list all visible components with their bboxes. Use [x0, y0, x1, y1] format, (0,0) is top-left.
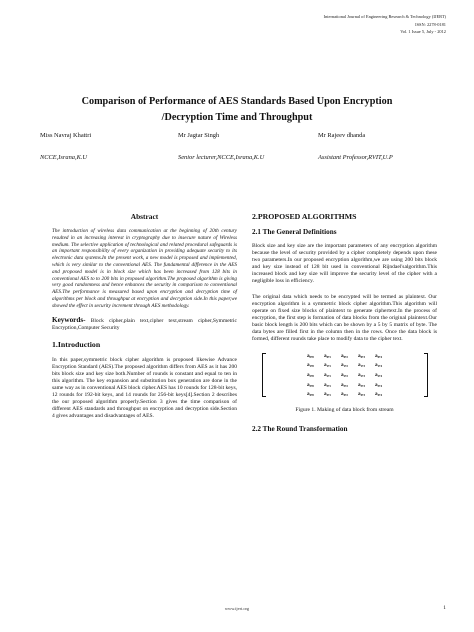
matrix-cell: a₃,₂: [340, 381, 348, 388]
definitions-paragraph-1: Block size and key size are the important parameters of any encryption algorithm because the level of security provided by a cipher completely depends upon these two parameters.In our proposed encryption algorithm,we are using 200 bits block and key size instead of 128 bit used in conventional Rijndael'salgorithm.This increased block and key size will improve the security level of the cipher with a negligible loss in efficiency.: [252, 243, 437, 284]
matrix-cell: a₂,₄: [375, 371, 383, 378]
footer-url: www.ijert.org: [224, 606, 250, 611]
keywords: [52, 317, 237, 332]
matrix-row: [302, 370, 387, 380]
matrix-row: [302, 389, 387, 399]
matrix-row: [302, 380, 387, 390]
proposed-heading: 2.PROPOSED ALGORITHMS: [252, 212, 357, 221]
abstract-text: The introduction of wireless data communication at the beginning of 20th century resulted in an increasing interest in cryptography due to insecure nature of Wireless medium. The selective application of technological and related procedural safeguards is an important responsibility of every organization in providing adequate security to its electronic data systems.In the present work, a new model is proposed and implemented, which is very similar to the conventional AES. The fundamental difference in the AES and proposed model is in block size which has been increased from 128 bits in conventional AES to to 200 bits in proposed algorithm.The proposed algorithm is giving very good randomness and hence enhances the security in comparison to conventional AES.The performance is measured based upon encryption and decryption time of algorithms per block and throughput at encryption and decryption side.In this paper,we showed the effect in security increment through AES methodology.: [52, 228, 237, 309]
matrix-cell: a₃,₁: [323, 381, 331, 388]
right-column: [252, 212, 437, 440]
running-header: [324, 13, 446, 36]
introduction-heading: 1.Introduction: [52, 339, 101, 349]
figure-1-caption: Figure 1. Making of data block from stream: [295, 406, 394, 413]
matrix-left-bracket: [262, 353, 266, 397]
matrix-cell: a₂,₂: [340, 371, 348, 378]
matrix-cell: a₄,₃: [358, 391, 366, 398]
data-block-matrix: [260, 351, 430, 399]
author-3-name: Mr Rajeev dhanda: [318, 132, 366, 139]
general-definitions-heading: 2.1 The General Definitions: [252, 228, 337, 236]
matrix-cell: a₄,₁: [323, 391, 331, 398]
abstract-heading: Abstract: [130, 212, 159, 221]
matrix-cell: a₀,₁: [323, 352, 331, 359]
matrix-row: [302, 351, 387, 361]
matrix-cell: a₁,₂: [340, 362, 348, 369]
definitions-paragraph-2: The original data which needs to be encrypted will be termed as plaintext. Our encryption algorithm is a symmetric block cipher algorithm.This algorithm will operate on fixed size blocks of plaintext to generate ciphertext.In the process of encryption, the first step is formation of data blocks from the original plaintext.Our basic block length is 200 bits which can be shown by a 5 by 5 matrix of byte. The data bytes are filled first in the column then in the rows. Once the data block is formed, different rounds take place to modify data to the cipher text.: [252, 294, 437, 342]
volume-issue: Vol. 1 Issue 5, July - 2012: [400, 29, 446, 34]
matrix-cell: a₃,₀: [306, 381, 314, 388]
title-line-2: /Decryption Time and Throughput: [161, 111, 313, 123]
paper-title: [30, 94, 444, 125]
author-1-affiliation: NCCE,Israna,K.U: [40, 154, 88, 161]
matrix-cell: a₄,₀: [306, 391, 314, 398]
keywords-text: Block cipher,plain text,cipher text,stream cipher,Symmetric Encryption,Computer Security: [52, 317, 238, 331]
matrix-cell: a₁,₁: [323, 362, 331, 369]
issn: ISSN: 2278-0181: [415, 21, 446, 27]
matrix-cell: a₄,₄: [375, 391, 383, 398]
matrix-cell: a₀,₃: [358, 352, 366, 359]
round-transformation-heading: 2.2 The Round Transformation: [252, 424, 348, 433]
matrix-right-bracket: [424, 353, 428, 397]
matrix-cell: a₀,₄: [375, 352, 383, 359]
title-line-1: Comparison of Performance of AES Standards Based Upon Encryption: [81, 96, 393, 107]
matrix-cell: a₂,₃: [358, 371, 366, 378]
author-2-affiliation: Senior lecturer,NCCE,Israna,K.U: [178, 154, 265, 161]
matrix-cell: a₃,₄: [375, 381, 383, 388]
matrix-table: [302, 351, 387, 399]
matrix-cell: a₃,₃: [358, 381, 366, 388]
introduction-text: In this paper,symmetric block cipher algorithm is proposed likewise Advance Encryption Standard (AES).The proposed algorithm differs from AES as it has 200 bits block size and key size both.Number of rounds is constant and equal to ten in this algorithm. The key expansion and substitution box generation are done in the same way as in conventional AES block cipher.AES has 10 rounds for 128-bit keys, 12 rounds for 192-bit keys, and 14 rounds for 256-bit keys[4].Section 2 describes the our proposed algorithm properly.Section 3 gives the time comparison of different AES standards and throughput on encryption and decryption side.Section 4 gives advantages and disadvantages of AES.: [52, 356, 237, 419]
matrix-cell: a₂,₀: [306, 371, 314, 378]
matrix-cell: a₁,₄: [375, 362, 383, 369]
journal-name: International Journal of Engineering Research & Technology (IJERT): [323, 14, 446, 19]
left-column: [52, 212, 237, 426]
matrix-cell: a₀,₀: [306, 352, 314, 359]
author-3-affiliation: Assistant Professor,RVIT,U.P: [318, 154, 393, 161]
matrix-cell: a₁,₀: [306, 362, 314, 369]
matrix-row: [302, 361, 387, 371]
author-2-name: Mr Jagtar Singh: [178, 132, 220, 139]
keywords-label: Keywords-: [52, 315, 86, 324]
matrix-cell: a₀,₂: [340, 352, 348, 359]
author-1-name: Miss Navraj Khattri: [40, 132, 92, 139]
matrix-cell: a₂,₁: [323, 371, 331, 378]
matrix-cell: a₁,₃: [358, 362, 366, 369]
matrix-cell: a₄,₂: [340, 391, 348, 398]
page-number: 1: [443, 605, 446, 611]
